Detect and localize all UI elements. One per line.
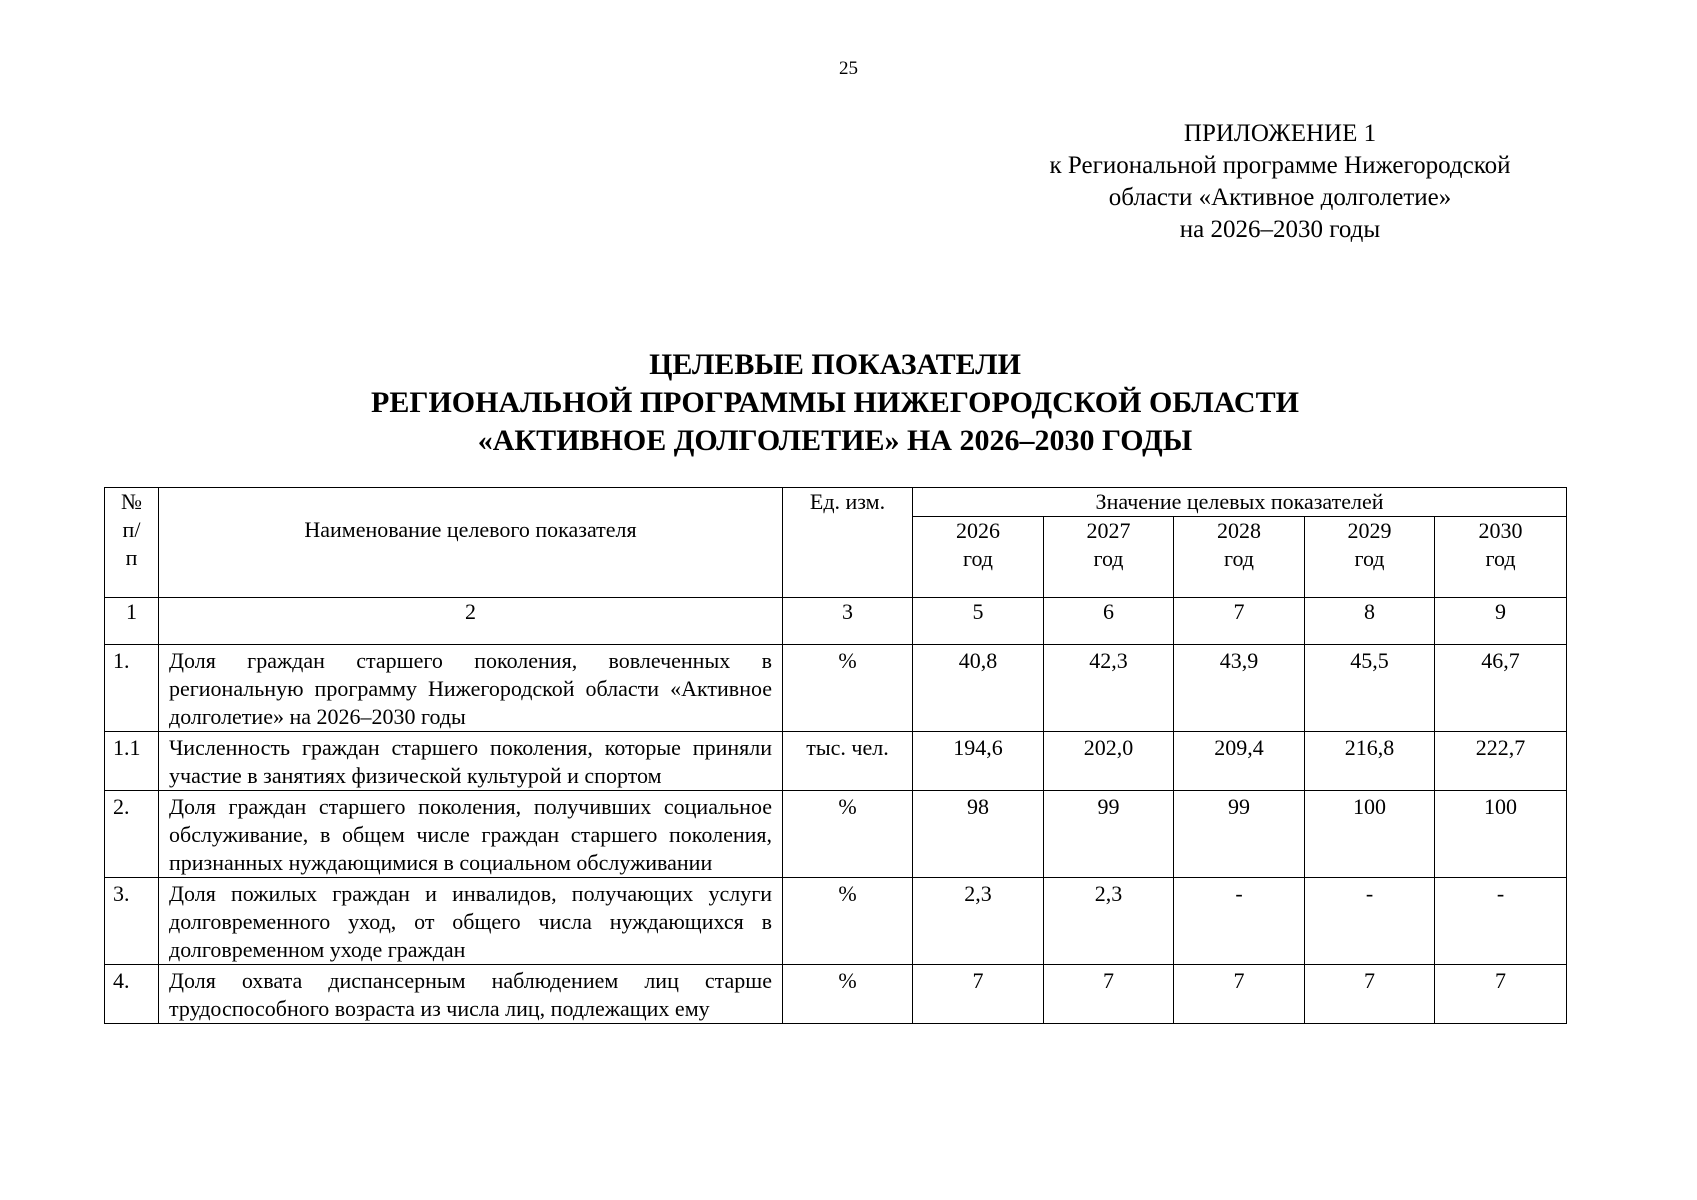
appendix-header bbox=[1000, 118, 1560, 246]
column-number: 2 bbox=[159, 598, 783, 645]
appendix-line: к Региональной программе Нижегородской bbox=[1049, 152, 1511, 179]
header-year-label: год bbox=[1485, 546, 1516, 571]
header-year-cell bbox=[1044, 517, 1174, 598]
value-cell: 100 bbox=[1435, 791, 1567, 878]
value-cell: 202,0 bbox=[1044, 732, 1174, 791]
row-number: 1. bbox=[105, 645, 159, 732]
appendix-line: области «Активное долголетие» bbox=[1108, 184, 1452, 211]
column-number: 7 bbox=[1174, 598, 1305, 645]
document-title bbox=[104, 346, 1566, 460]
header-number-cell bbox=[105, 488, 159, 598]
header-year-cell bbox=[1305, 517, 1435, 598]
value-cell: 43,9 bbox=[1174, 645, 1305, 732]
header-year: 2027 bbox=[1086, 518, 1131, 543]
value-cell: 99 bbox=[1174, 791, 1305, 878]
value-cell: 2,3 bbox=[913, 878, 1044, 965]
value-cell: 7 bbox=[913, 965, 1044, 1024]
title-line: ЦЕЛЕВЫЕ ПОКАЗАТЕЛИ bbox=[649, 348, 1021, 381]
value-cell: 222,7 bbox=[1435, 732, 1567, 791]
column-number: 9 bbox=[1435, 598, 1567, 645]
value-cell: 46,7 bbox=[1435, 645, 1567, 732]
table-header-row bbox=[105, 488, 1567, 517]
column-number: 3 bbox=[783, 598, 913, 645]
header-number-line: № bbox=[121, 489, 142, 514]
indicator-name: Доля граждан старшего поколения, вовлеченных в региональную программу Нижегородской области «Активное долголетие» на 2026–2030 годы bbox=[159, 645, 783, 732]
header-year-label: год bbox=[962, 546, 994, 571]
indicator-name: Доля охвата диспансерным наблюдением лиц старше трудоспособного возраста из числа лиц, подлежащих ему bbox=[159, 965, 783, 1024]
header-year-label: год bbox=[1354, 546, 1385, 571]
value-cell: 7 bbox=[1435, 965, 1567, 1024]
header-year-cell bbox=[913, 517, 1044, 598]
column-number: 5 bbox=[913, 598, 1044, 645]
row-number: 2. bbox=[105, 791, 159, 878]
value-cell: 40,8 bbox=[913, 645, 1044, 732]
value-cell: 216,8 bbox=[1305, 732, 1435, 791]
header-year: 2030 bbox=[1478, 518, 1523, 543]
appendix-label: ПРИЛОЖЕНИЕ 1 bbox=[1183, 120, 1377, 147]
value-cell: 194,6 bbox=[913, 732, 1044, 791]
header-year-cell bbox=[1435, 517, 1567, 598]
value-cell: - bbox=[1305, 878, 1435, 965]
header-year-label: год bbox=[1093, 546, 1124, 571]
title-line: РЕГИОНАЛЬНОЙ ПРОГРАММЫ НИЖЕГОРОДСКОЙ ОБЛАСТИ bbox=[371, 386, 1299, 419]
table-row bbox=[105, 645, 1567, 732]
value-cell: 100 bbox=[1305, 791, 1435, 878]
value-cell: 98 bbox=[913, 791, 1044, 878]
header-year: 2028 bbox=[1217, 518, 1261, 543]
column-number: 1 bbox=[105, 598, 159, 645]
header-number-line: п bbox=[125, 545, 138, 570]
header-year-cell bbox=[1174, 517, 1305, 598]
indicators-table bbox=[104, 487, 1567, 1024]
header-year: 2029 bbox=[1347, 518, 1392, 543]
value-cell: 2,3 bbox=[1044, 878, 1174, 965]
row-number: 1.1 bbox=[105, 732, 159, 791]
table-row bbox=[105, 965, 1567, 1024]
value-cell: 7 bbox=[1174, 965, 1305, 1024]
header-year-label: год bbox=[1223, 546, 1255, 571]
unit-cell: % bbox=[783, 791, 913, 878]
unit-cell: % bbox=[783, 645, 913, 732]
title-line: «АКТИВНОЕ ДОЛГОЛЕТИЕ» НА 2026–2030 ГОДЫ bbox=[477, 424, 1193, 457]
table-row bbox=[105, 791, 1567, 878]
indicator-name: Доля граждан старшего поколения, получивших социальное обслуживание, в общем числе граждан старшего поколения, признанных нуждающимися в социальном обслуживании bbox=[159, 791, 783, 878]
value-cell: 99 bbox=[1044, 791, 1174, 878]
table-row bbox=[105, 878, 1567, 965]
value-cell: - bbox=[1435, 878, 1567, 965]
column-number: 6 bbox=[1044, 598, 1174, 645]
table-row bbox=[105, 732, 1567, 791]
header-values-group: Значение целевых показателей bbox=[913, 488, 1567, 517]
unit-cell: % bbox=[783, 878, 913, 965]
value-cell: - bbox=[1174, 878, 1305, 965]
indicator-name: Доля пожилых граждан и инвалидов, получающих услуги долговременного уход, от общего числа нуждающихся в долговременном уходе граждан bbox=[159, 878, 783, 965]
value-cell: 7 bbox=[1305, 965, 1435, 1024]
column-number: 8 bbox=[1305, 598, 1435, 645]
unit-cell: тыс. чел. bbox=[783, 732, 913, 791]
indicator-name: Численность граждан старшего поколения, которые приняли участие в занятиях физической культурой и спортом bbox=[159, 732, 783, 791]
header-name-cell: Наименование целевого показателя bbox=[159, 488, 783, 598]
page-number: 25 bbox=[839, 58, 858, 79]
row-number: 4. bbox=[105, 965, 159, 1024]
header-number-line: п/ bbox=[122, 517, 141, 542]
row-number: 3. bbox=[105, 878, 159, 965]
value-cell: 7 bbox=[1044, 965, 1174, 1024]
unit-cell: % bbox=[783, 965, 913, 1024]
value-cell: 45,5 bbox=[1305, 645, 1435, 732]
appendix-line: на 2026–2030 годы bbox=[1179, 216, 1381, 243]
header-year: 2026 bbox=[956, 518, 1000, 543]
value-cell: 209,4 bbox=[1174, 732, 1305, 791]
header-unit-cell: Ед. изм. bbox=[783, 488, 913, 598]
value-cell: 42,3 bbox=[1044, 645, 1174, 732]
column-numbers-row bbox=[105, 598, 1567, 645]
